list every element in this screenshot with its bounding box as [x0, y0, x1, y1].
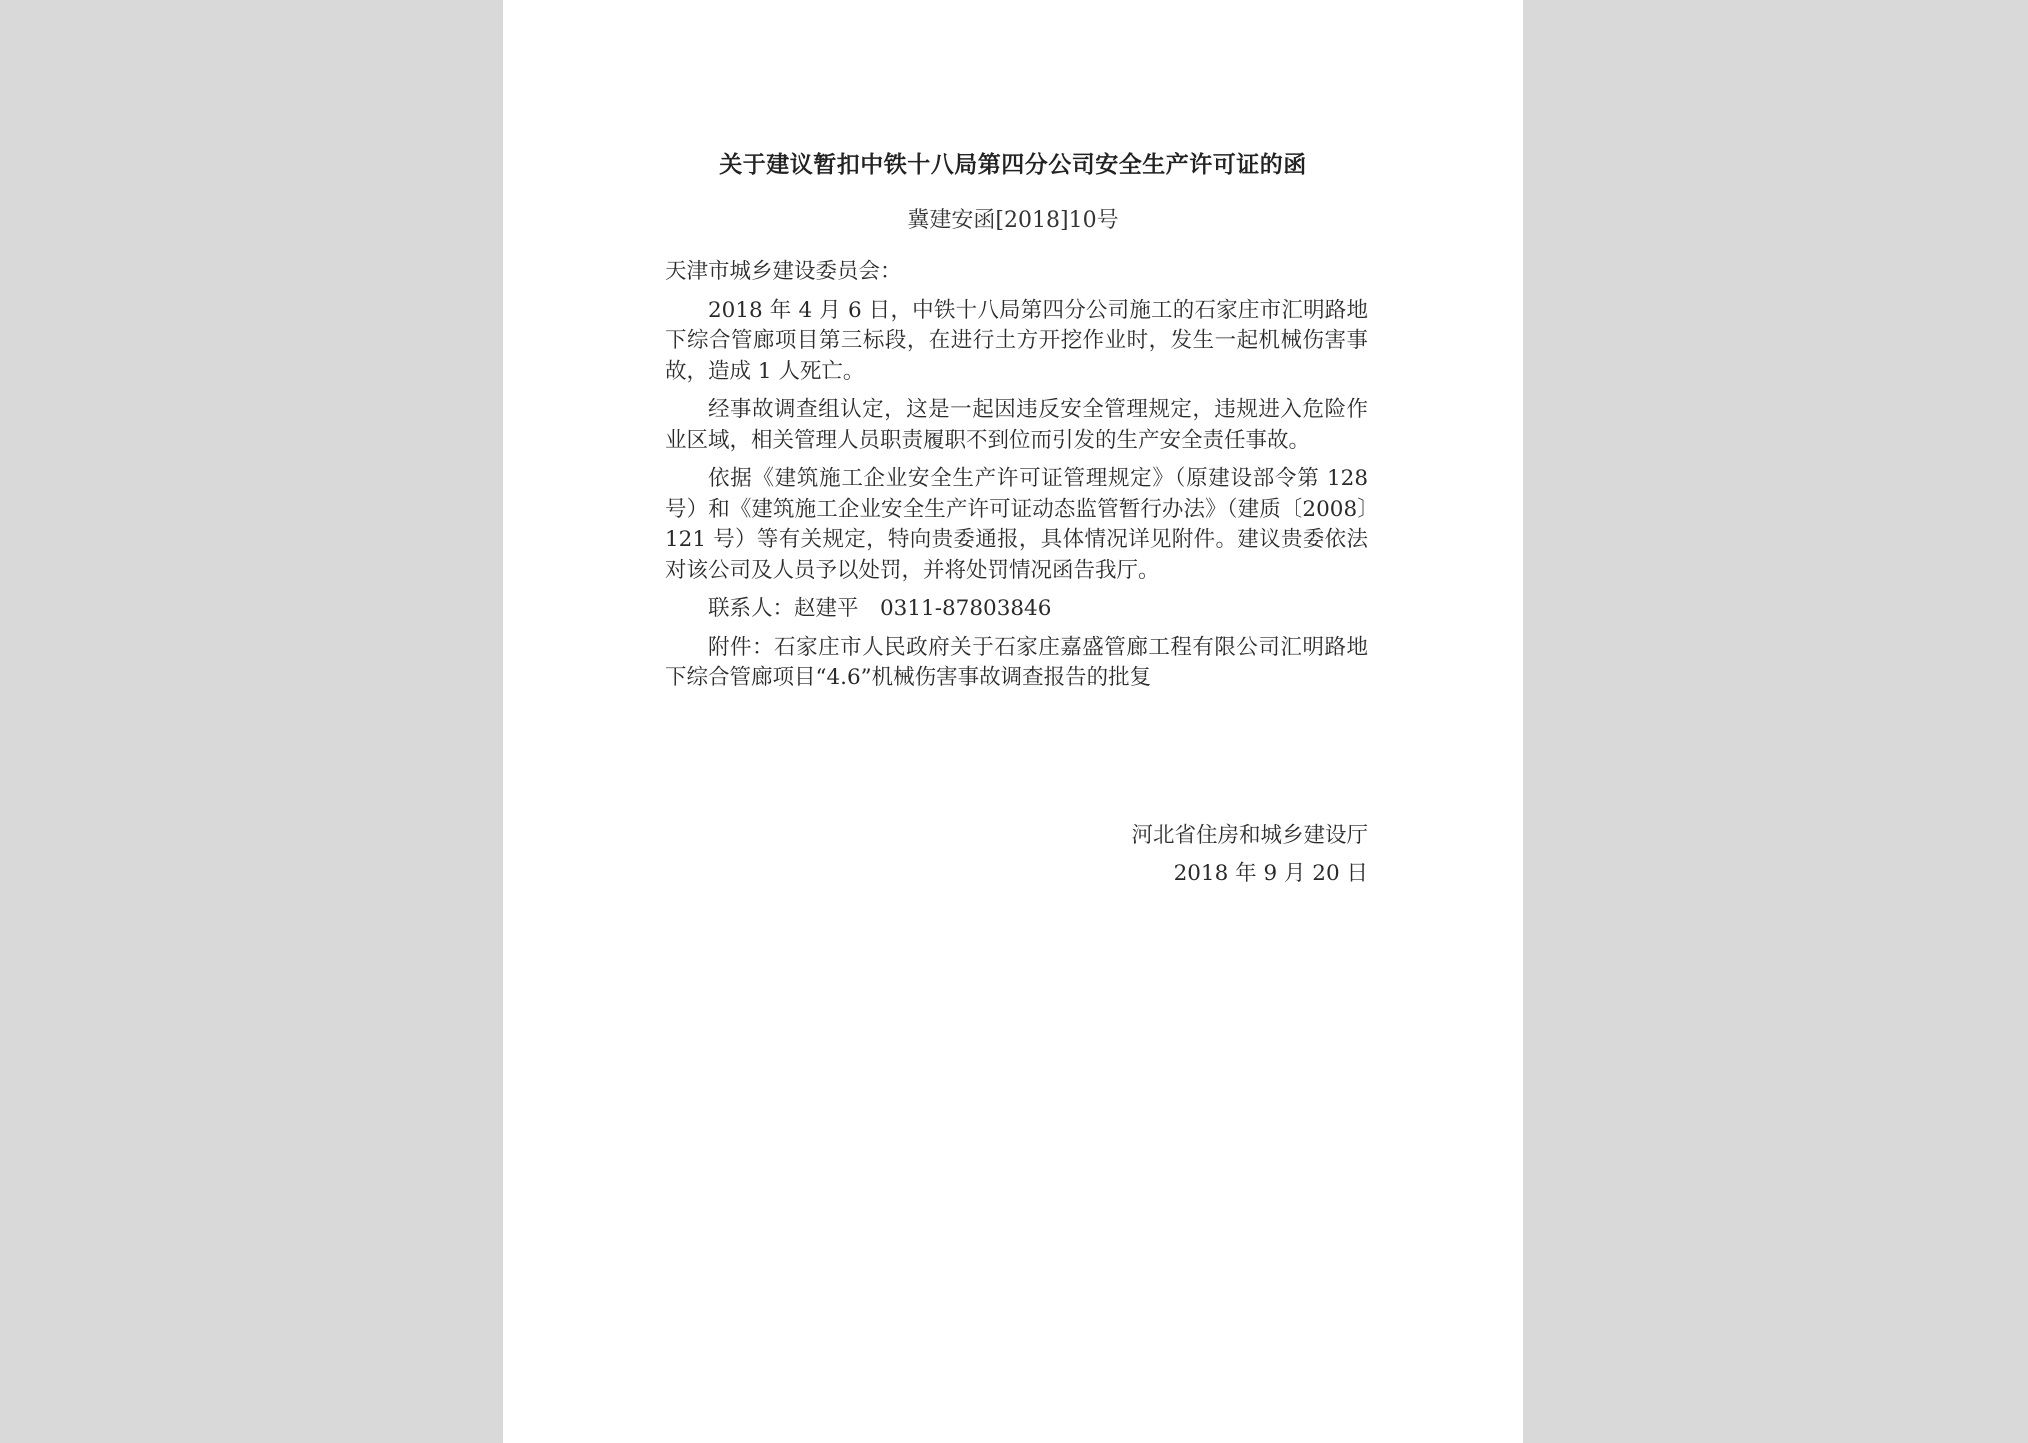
- paragraph-contact: 联系人：赵建平 0311-87803846: [708, 596, 1052, 621]
- issuer: 河北省住房和城乡建设厅: [1131, 823, 1368, 848]
- document-body: [665, 257, 1368, 702]
- paragraph-finding: 经事故调查组认定，这是一起因违反安全管理规定，违规进入危险作业区域，相关管理人员职责履职不到位而引发的生产安全责任事故。: [665, 397, 1368, 453]
- addressee: 天津市城乡建设委员会：: [665, 259, 902, 284]
- document-number: 冀建安函[2018]10号: [907, 208, 1119, 233]
- signature-block: [665, 817, 1368, 893]
- issue-date: 2018 年 9 月 20 日: [1173, 861, 1368, 886]
- paragraph-attachment: 附件：石家庄市人民政府关于石家庄嘉盛管廊工程有限公司汇明路地下综合管廊项目“4.6”机械伤害事故调查报告的批复: [665, 634, 1368, 690]
- paragraph-basis: 依据《建筑施工企业安全生产许可证管理规定》（原建设部令第 128 号）和《建筑施工企业安全生产许可证动态监管暂行办法》（建质〔2008〕121 号）等有关规定，特向贵委通报，具体情况详见附件。建议贵委依法对该公司及人员予以处罚，并将处罚情况函告我厅。: [665, 466, 1368, 583]
- document-title: 关于建议暂扣中铁十八局第四分公司安全生产许可证的函: [719, 151, 1307, 178]
- paragraph-incident: 2018 年 4 月 6 日，中铁十八局第四分公司施工的石家庄市汇明路地下综合管廊项目第三标段，在进行土方开挖作业时，发生一起机械伤害事故，造成 1 人死亡。: [665, 297, 1368, 384]
- document-page: [503, 0, 1523, 1443]
